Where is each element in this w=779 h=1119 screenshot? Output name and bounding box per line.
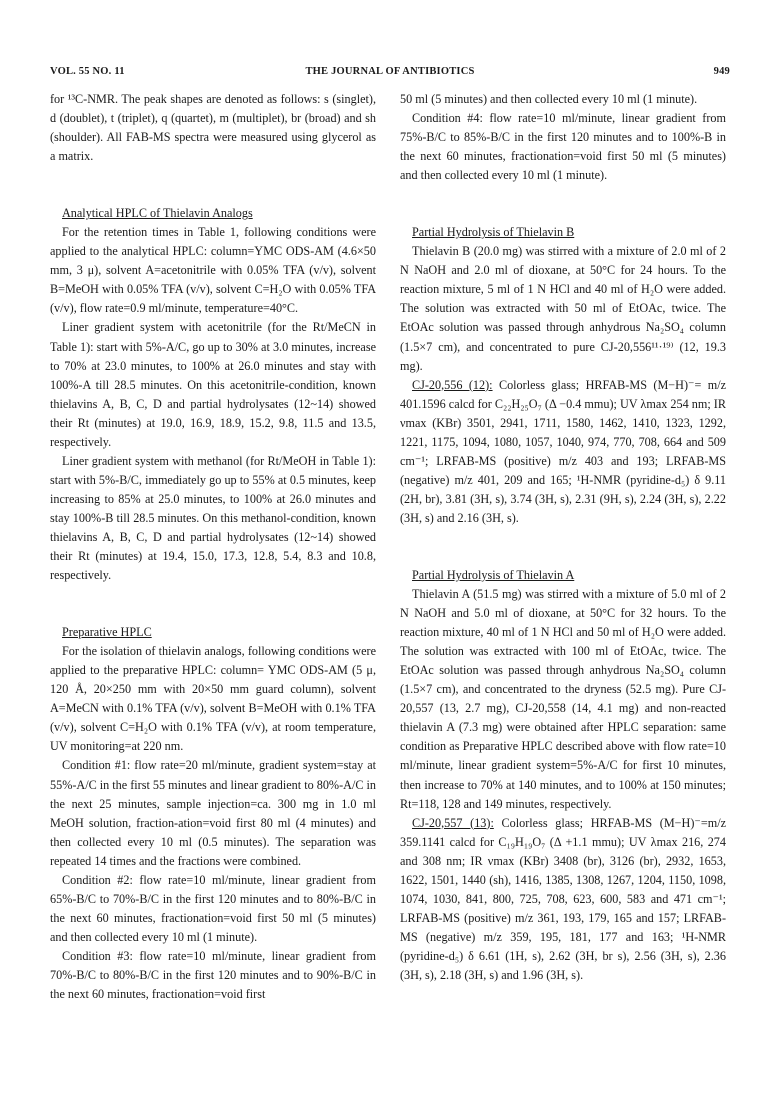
compound-description: Colorless glass; HRFAB-MS (M−H)⁻=m/z 359.1141 calcd for C₁₉H₁₉O₇ (Δ +1.1 mmu); UV λmax 216, 274 and 308 nm; IR νmax (KBr) 3408 (br), 3126 (br), 2932, 1653, 1622, 1501, 1440 (sh), 1416, 1385, 1308, 1267, 1204, 1150, 1098, 1074, 1030, 841, 800, 725, 708, 623, 600, 583 and 471 cm⁻¹; LRFAB-MS (positive) m/z 361, 193, 179, 165 and 157; LRFAB-MS (negative) m/z 359, 195, 181, 177 and 163; ¹H-NMR (pyridine-d₅) δ 6.61 (1H, s), 2.62 (3H, br s), 2.56 (3H, s), 2.36 (3H, s), 2.18 (3H, s) and 1.96 (3H, s).: [400, 815, 726, 982]
paragraph: Condition #3: flow rate=10 ml/minute, linear gradient from 70%-B/C to 80%-B/C in the first 120 minutes and to 90%-B/C in the next 60 minutes, fractionation=void first: [50, 948, 376, 1002]
paragraph: Condition #2: flow rate=10 ml/minute, linear gradient from 65%-B/C to 70%-B/C in the first 120 minutes and to 80%-B/C in the next 60 minutes, fractionation=void first 50 ml (5 minutes) and then collected every 10 ml (1 minute).: [50, 872, 376, 944]
compound-data: [400, 376, 726, 528]
section-heading: Partial Hydrolysis of Thielavin A: [412, 567, 575, 582]
compound-data: [400, 814, 726, 985]
paragraph: 50 ml (5 minutes) and then collected every 10 ml (1 minute).: [400, 92, 698, 106]
paragraph: Liner gradient system with acetonitrile (for the Rt/MeCN in Table 1): start with 5%-A/C, go up to 30% at 3.0 minutes, increase to 70% at 23.0 minutes, to 100% at 26.0 minutes and stay with 100%-A till 28.5 minutes. On this acetonitrile-condition, known thielavins A, B, C, D and partial hydrolysates (12~14) showed their Rt (minutes) at 19.0, 16.9, 18.9, 15.2, 9.8, 11.5 and 13.5, respectively.: [50, 320, 376, 449]
paragraph: Thielavin A (51.5 mg) was stirred with a mixture of 5.0 ml of 2 N NaOH and 5.0 ml of dioxane, at 50°C for 32 hours. To the reaction mixture, 40 ml of 1 N HCl and 50 ml of H₂O were added. The solution was extracted with 100 ml of EtOAc, twice. The EtOAc solution was passed through anhydrous Na₂SO₄ column (1.5×7 cm), and concentrated to the dryness (52.5 mg). Pure CJ-20,557 (13, 2.7 mg), CJ-20,558 (14, 4.1 mg) and non-reacted thielavin A (7.3 mg) were obtained after HPLC separation: same condition as Preparative HPLC described above with flow rate=10 ml/minute, linear gradient system=5%-A/C for first 10 minutes, then increase to 70% at 140 minutes, and to 100% at 150 minutes; Rt=118, 128 and 149 minutes, respectively.: [400, 587, 726, 811]
left-column: [50, 90, 376, 1004]
paragraph: Liner gradient system with methanol (for Rt/MeOH in Table 1): start with 5%-B/C, immediately go up to 55% at 0.5 minutes, keep increasing to 85% at 25.0 minutes, to 100% at 26.0 minutes and stay 100%-B till 28.5 minutes. On this methanol-condition, known thielavins A, B, C, D and partial hydrolysates (12~14) showed their Rt (minutes) at 19.4, 15.0, 17.3, 12.8, 5.4, 8.3 and 10.8, respectively.: [50, 453, 376, 583]
section-heading: Preparative HPLC: [62, 625, 152, 640]
compound-description: Colorless glass; HRFAB-MS (M−H)⁻= m/z 401.1596 calcd for C₂₂H₂₅O₇ (Δ −0.4 mmu); UV λmax 254 nm; IR νmax (KBr) 3501, 2941, 1711, 1580, 1462, 1410, 1323, 1292, 1221, 1175, 1094, 1080, 1057, 1040, 974, 770, 708, 664 and 509 cm⁻¹; LRFAB-MS (positive) m/z 403 and 193; LRFAB-MS (negative) m/z 401, 209 and 165; ¹H-NMR (pyridine-d₅) δ 9.11 (2H, br), 3.81 (3H, s), 3.74 (3H, s), 2.31 (9H, s), 2.24 (3H, s), 2.22 (3H, s) and 2.16 (3H, s).: [400, 377, 726, 525]
paragraph: For the retention times in Table 1, following conditions were applied to the analytical HPLC: column=YMC ODS-AM (4.6×50 mm, 3 μ), solvent A=acetonitrile with 0.05% TFA (v/v), solvent B=MeOH with 0.05% TFA (v/v), solvent C=H₂O with 0.05% TFA (v/v), flow rate=0.9 ml/minute, temperature=40°C.: [50, 225, 376, 316]
compound-label: CJ-20,557 (13):: [412, 815, 494, 830]
page-number: 949: [713, 66, 730, 77]
right-column: [400, 90, 726, 985]
journal-title: THE JOURNAL OF ANTIBIOTICS: [305, 66, 475, 77]
running-head: [50, 66, 730, 80]
paragraph: for ¹³C-NMR. The peak shapes are denoted as follows: s (singlet), d (doublet), t (triplet), q (quartet), m (multiplet), br (broad) and sh (shoulder). All FAB-MS spectra were measured using glycerol as a matrix.: [50, 92, 376, 164]
paragraph: Condition #1: flow rate=20 ml/minute, gradient system=stay at 55%-A/C in the first 55 minutes and linear gradient to 80%-A/C in the next 25 minutes, sample injection=ca. 300 mg in 1.0 ml MeOH solution, fraction-ation=void first 80 ml (4 minutes) and then collected every 10 ml (0.5 minutes). The separation was repeated 14 times and the fractions were combined.: [50, 758, 376, 868]
paragraph: Condition #4: flow rate=10 ml/minute, linear gradient from 75%-B/C to 85%-B/C in the first 120 minutes and to 100%-B in the next 60 minutes, fractionation=void first 50 ml (5 minutes) and then collected every 10 ml (1 minute).: [400, 111, 726, 183]
section-heading: Partial Hydrolysis of Thielavin B: [412, 225, 575, 240]
paragraph: Thielavin B (20.0 mg) was stirred with a mixture of 2.0 ml of 2 N NaOH and 2.0 ml of dioxane, at 50°C for 24 hours. To the reaction mixture, 5 ml of 1 N HCl and 40 ml of H₂O were added. The solution was extracted with 50 ml of EtOAc, twice. The EtOAc solution was passed through anhydrous Na₂SO₄ column (1.5×7 cm), and concentrated to pure CJ-20,556¹¹·¹⁹⁾ (12, 19.3 mg).: [400, 244, 726, 373]
section-heading: Analytical HPLC of Thielavin Analogs: [62, 206, 253, 221]
compound-label: CJ-20,556 (12):: [412, 377, 493, 392]
volume-issue: VOL. 55 NO. 11: [50, 66, 125, 77]
paragraph: For the isolation of thielavin analogs, following conditions were applied to the preparative HPLC: column= YMC ODS-AM (5 μ, 120 Å, 20×250 mm with 20×50 mm guard column), solvent A=MeCN with 0.1% TFA (v/v), solvent B=MeOH with 0.1% TFA (v/v), solvent C=H₂O with 0.1% TFA (v/v), at room temperature, UV monitoring=at 220 nm.: [50, 644, 376, 754]
